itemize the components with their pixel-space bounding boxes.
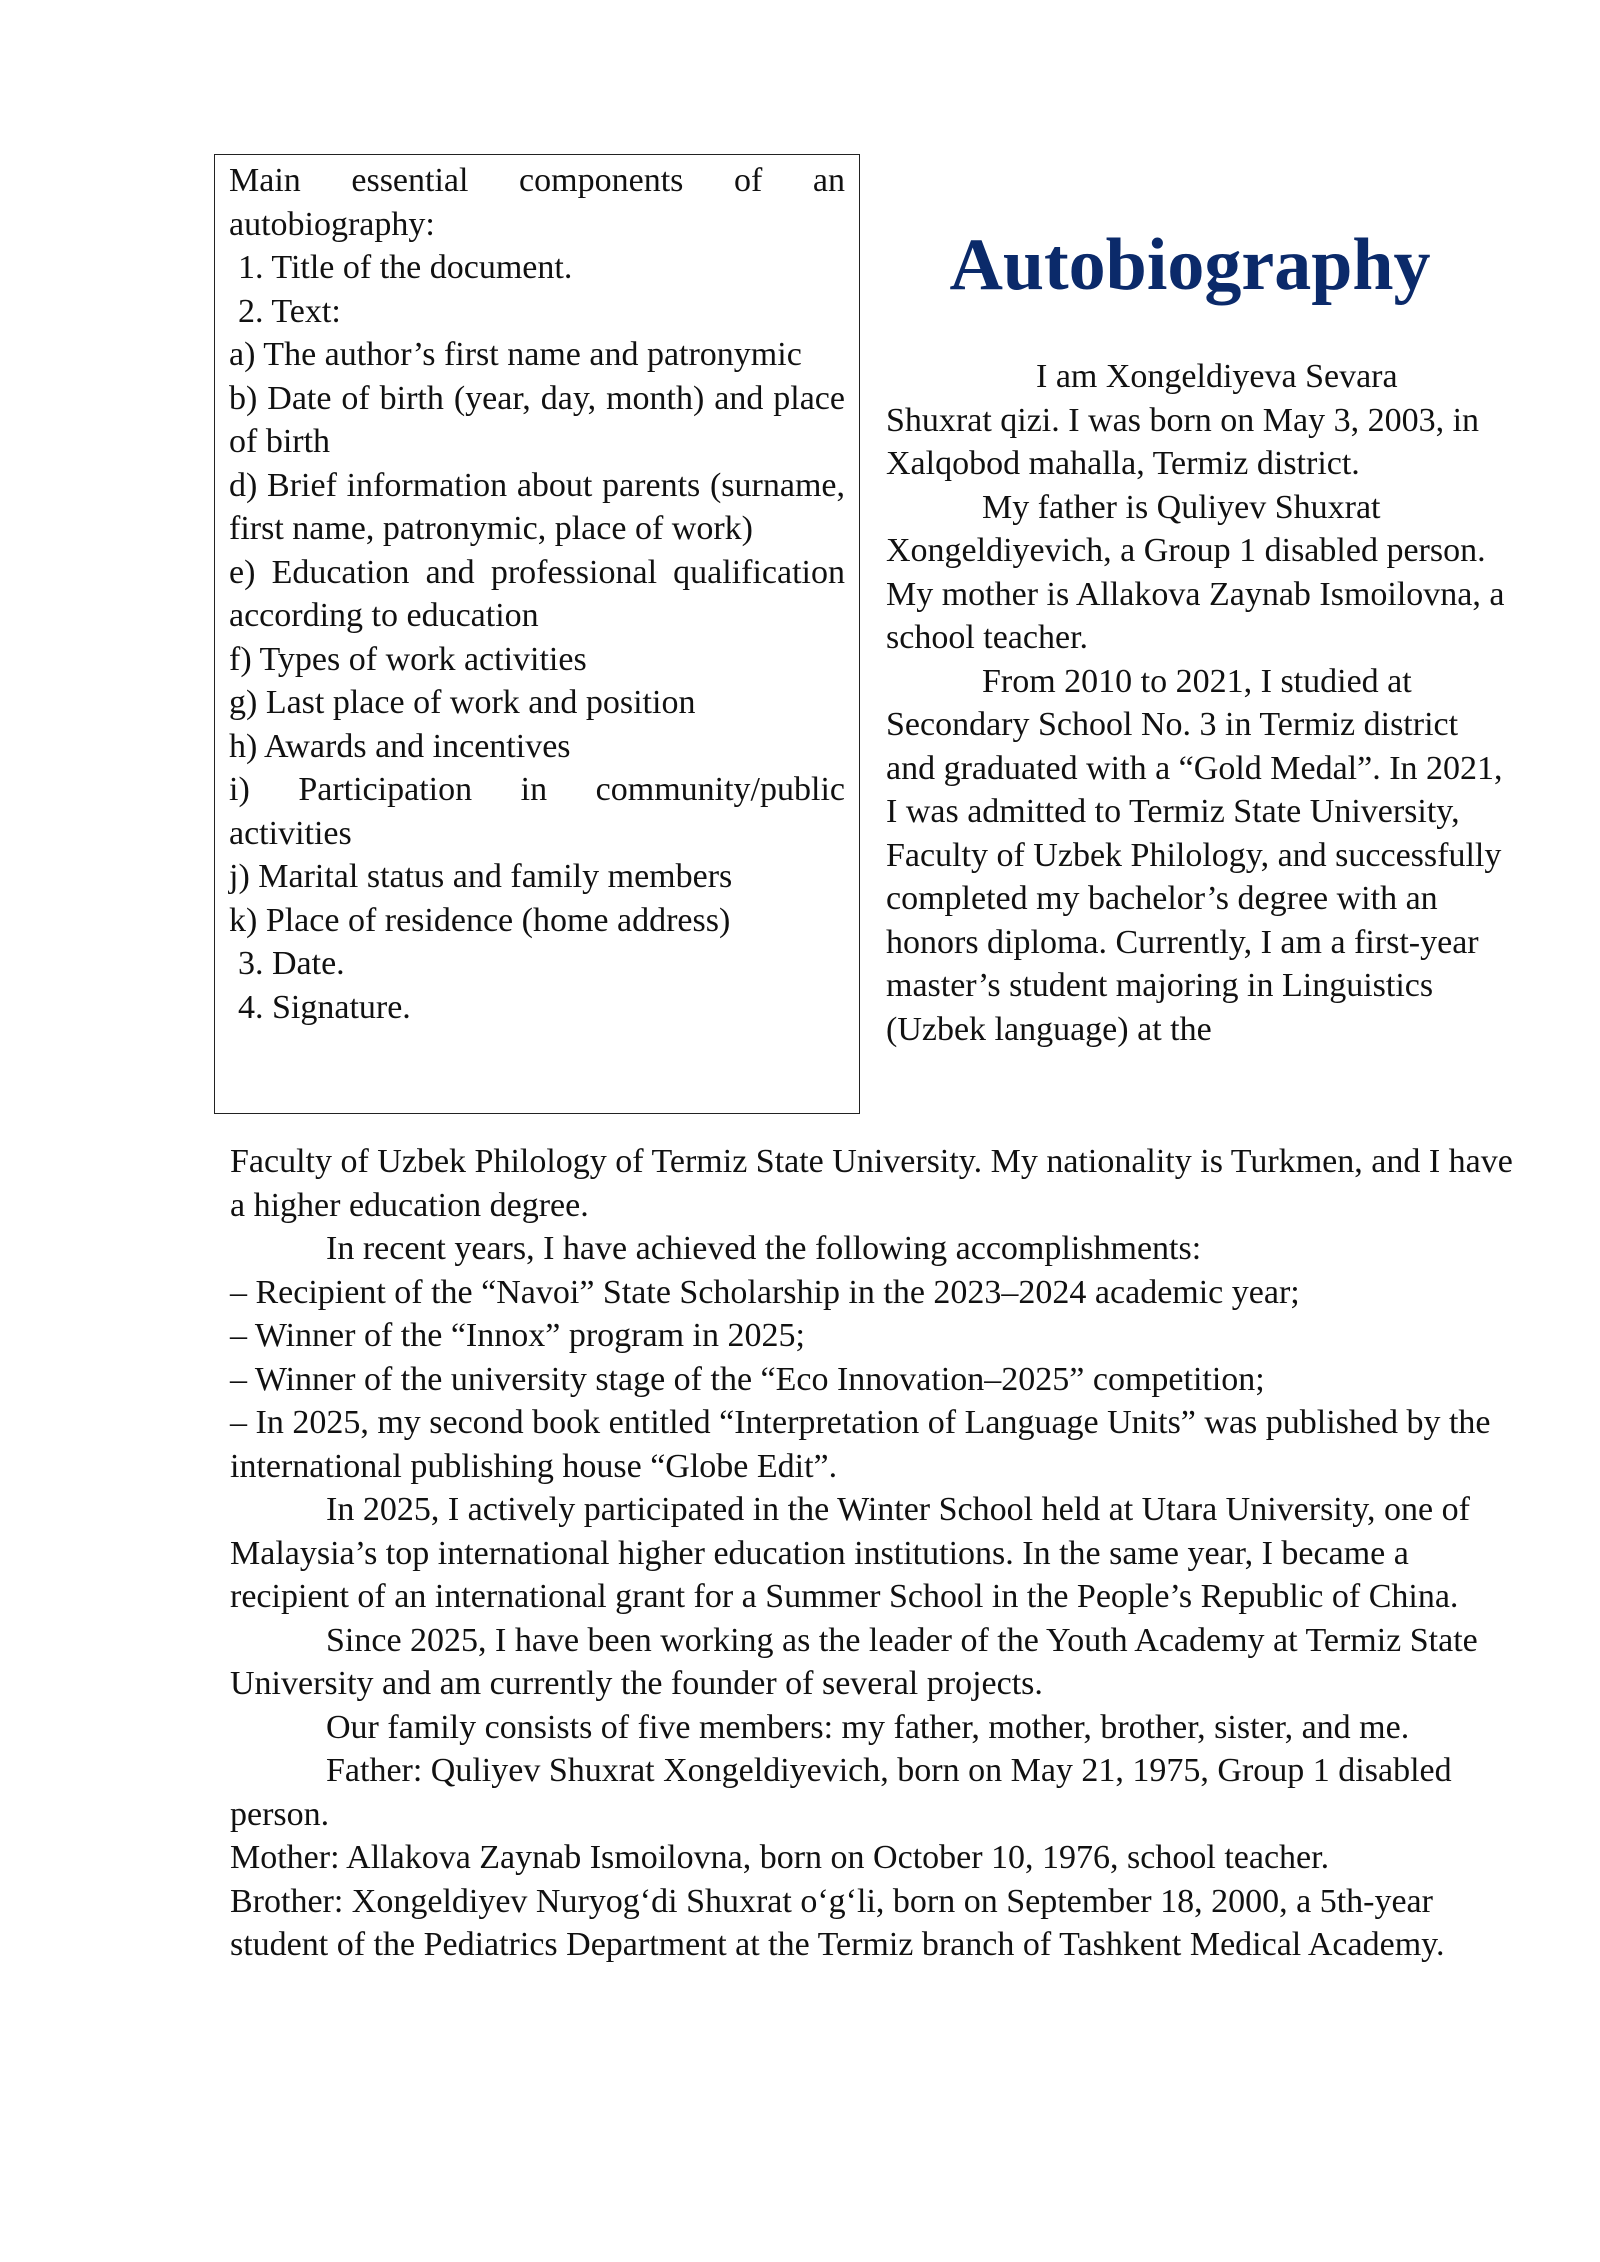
- intro-column: [886, 355, 1506, 1051]
- components-box: [214, 154, 860, 1114]
- main-text: [230, 1140, 1530, 1967]
- accomplishment-item: – In 2025, my second book entitled “Interpretation of Language Units” was published by the international publishing house “Globe Edit”.: [230, 1404, 1491, 1485]
- education-paragraph-continued: Faculty of Uzbek Philology of Termiz State University. My nationality is Turkmen, and I have a higher education degree.: [230, 1143, 1513, 1224]
- box-item-d: d) Brief information about parents (surname, first name, patronymic, place of work): [229, 466, 845, 547]
- box-item-k: k) Place of residence (home address): [229, 901, 731, 939]
- parents-paragraph: My father is Quliyev Shuxrat Xongeldiyevich, a Group 1 disabled person. My mother is Allakova Zaynab Ismoilovna, a school teacher.: [886, 488, 1505, 656]
- education-paragraph: From 2010 to 2021, I studied at Secondary School No. 3 in Termiz district and graduated with a “Gold Medal”. In 2021, I was admitted to Termiz State University, Faculty of Uzbek Philology, and successfully completed my bachelor’s degree with an honors diploma. Currently, I am a first-year master’s student majoring in Linguistics (Uzbek language) at the: [886, 662, 1503, 1048]
- accomplishment-item: – Winner of the university stage of the “Eco Innovation–2025” competition;: [230, 1360, 1265, 1398]
- father-paragraph: Father: Quliyev Shuxrat Xongeldiyevich, born on May 21, 1975, Group 1 disabled person.: [230, 1752, 1452, 1833]
- brother-paragraph: Brother: Xongeldiyev Nuryog‘di Shuxrat o‘g‘li, born on September 18, 2000, a 5th-year student of the Pediatrics Department at the Termiz branch of Tashkent Medical Academy.: [230, 1882, 1445, 1963]
- box-item-text: 2. Text:: [238, 292, 341, 330]
- intro-paragraph: I am Xongeldiyeva Sevara Shuxrat qizi. I was born on May 3, 2003, in Xalqobod mahalla, Termiz district.: [886, 358, 1480, 482]
- box-item-signature: 4. Signature.: [238, 988, 411, 1026]
- box-item-j: j) Marital status and family members: [229, 858, 733, 895]
- box-item-e: e) Education and professional qualification according to education: [229, 553, 845, 634]
- accomplishment-item: – Recipient of the “Navoi” State Scholarship in the 2023–2024 academic year;: [230, 1273, 1300, 1311]
- box-item-i: i) Participation in community/public activities: [229, 771, 845, 852]
- accomplishments-intro: In recent years, I have achieved the following accomplishments:: [326, 1230, 1202, 1267]
- youth-academy-paragraph: Since 2025, I have been working as the leader of the Youth Academy at Termiz State University and am currently the founder of several projects.: [230, 1621, 1478, 1702]
- accomplishment-item: – Winner of the “Innox” program in 2025;: [230, 1317, 805, 1354]
- box-item-a: a) The author’s first name and patronymic: [229, 336, 802, 373]
- winter-school-paragraph: In 2025, I actively participated in the Winter School held at Utara University, one of Malaysia’s top international higher education institutions. In the same year, I became a recipient of an international grant for a Summer School in the People’s Republic of China.: [230, 1491, 1470, 1615]
- box-item-f: f) Types of work activities: [229, 640, 587, 678]
- box-item-g: g) Last place of work and position: [229, 684, 696, 721]
- box-heading-line1: Main essential components of an: [229, 162, 845, 199]
- page-title: Autobiography: [949, 224, 1431, 306]
- box-heading-line2: autobiography:: [229, 205, 435, 243]
- mother-paragraph: Mother: Allakova Zaynab Ismoilovna, born on October 10, 1976, school teacher.: [230, 1839, 1330, 1876]
- box-item-b: b) Date of birth (year, day, month) and place of birth: [229, 379, 845, 460]
- family-paragraph: Our family consists of five members: my father, mother, brother, sister, and me.: [326, 1708, 1410, 1746]
- box-item-title: 1. Title of the document.: [238, 249, 573, 286]
- box-item-h: h) Awards and incentives: [229, 727, 571, 765]
- box-item-date: 3. Date.: [238, 945, 345, 982]
